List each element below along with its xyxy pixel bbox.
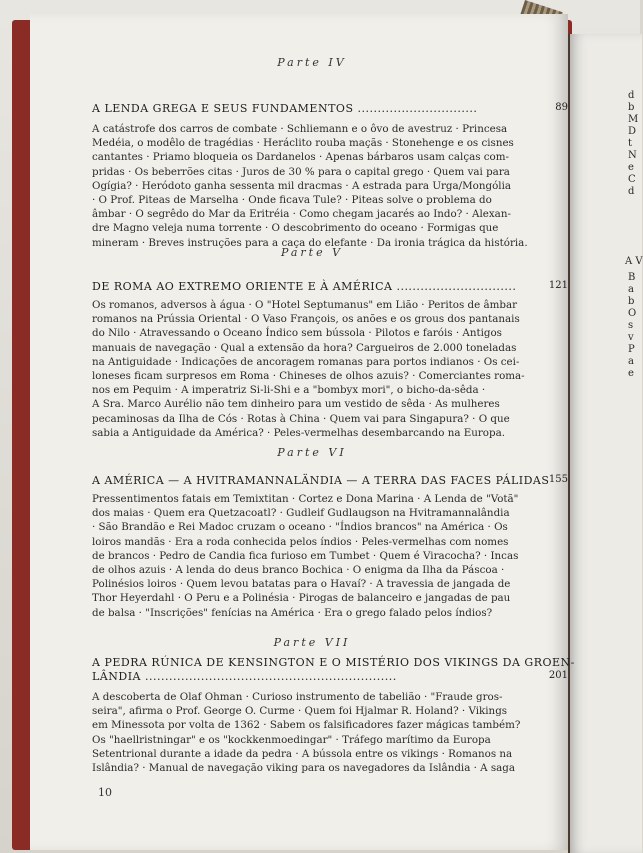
next-page-fragment: O bbox=[628, 308, 637, 319]
section-title: A AMÉRICA — A HVITRAMANNALÄNDIA — A TERRA DAS FACES PÁLIDAS bbox=[92, 474, 550, 487]
next-page-fragment: s bbox=[628, 320, 634, 331]
summary-line: dre Magno veleja numa torrente · O descobrimento do oceano · Formigas que bbox=[92, 222, 499, 235]
summary-line: pecaminosas da Ilha de Cós · Rotas à China · Quem vai para Singapura? · O que bbox=[92, 412, 510, 425]
summary-line: em Minessota por volta de 1362 · Sabem os falsificadores fazer mágicas também? bbox=[92, 719, 521, 732]
section-page-number: 155 bbox=[548, 474, 568, 485]
next-page bbox=[568, 34, 642, 853]
next-page-fragment: b bbox=[628, 102, 635, 113]
section-page-number: 89 bbox=[555, 102, 568, 113]
section-summary bbox=[92, 298, 532, 440]
next-page-fragment: e bbox=[628, 162, 634, 173]
summary-line: mineram · Breves instruções para a caça do elefante · Da ironia trágica da história. bbox=[92, 236, 528, 249]
summary-line: A descoberta de Olaf Ohman · Curioso instrumento de tabelião · "Fraude gros- bbox=[92, 691, 503, 703]
summary-line: Islândia? · Manual de navegação viking para os navegadores da Islândia · A saga bbox=[92, 762, 516, 775]
next-page-fragment: C bbox=[628, 174, 636, 185]
summary-line: de olhos azuis · A lenda do deus branco Bochica · O enigma da Ilha da Páscoa · bbox=[92, 564, 505, 577]
next-page-fragment: b bbox=[628, 296, 635, 307]
part-heading: Parte V bbox=[280, 246, 344, 259]
summary-line: nos em Pequim · A imperatriz Si-li-Shi e a "bombyx mori", o bicho-da-sêda · bbox=[92, 384, 486, 397]
next-page-fragment: M bbox=[628, 114, 639, 125]
summary-line: do Nilo · Atravessando o Oceano Índico sem bússola · Pilotos e faróis · Antigos bbox=[92, 327, 502, 340]
next-page-fragment: a bbox=[628, 284, 634, 295]
book-page bbox=[30, 14, 575, 850]
next-page-fragment: a bbox=[628, 356, 634, 367]
next-page-fragment: D bbox=[628, 126, 637, 137]
summary-line: Medéia, o modêlo de tragédias · Heráclito rouba maçãs · Stonehenge e os cisnes bbox=[92, 137, 514, 150]
summary-line: loneses ficam surpresos em Roma · Chineses de olhos azuis? · Comerciantes roma- bbox=[92, 370, 525, 383]
section-summary bbox=[92, 690, 532, 775]
summary-line: pridas · Os beberrões citas · Juros de 30 % para o capital grego · Quem vai para bbox=[92, 165, 510, 178]
next-page-fragment: P bbox=[628, 344, 635, 355]
summary-line: na Antiguidade · Indicações de ancoragem romanas para portos indianos · Os cei- bbox=[92, 355, 520, 368]
summary-line: Setentrional durante a idade da pedra · A bússola entre os vikings · Romanos na bbox=[92, 747, 513, 760]
section-title: A PEDRA RÚNICA DE KENSINGTON E O MISTÉRIO DOS VIKINGS DA GROEN- bbox=[92, 656, 575, 669]
summary-line: âmbar · O segrêdo do Mar da Eritréia · Como chegam jacarés ao Indo? · Alexan- bbox=[92, 208, 511, 221]
section-title-row bbox=[92, 102, 570, 115]
summary-line: Os romanos, adversos à água · O "Hotel Septumanus" em Lião · Peritos de âmbar bbox=[92, 299, 518, 311]
next-page-fragment: v bbox=[628, 332, 634, 343]
summary-line: Polinésios loiros · Quem levou batatas para o Havaí? · A travessia de jangada de bbox=[92, 578, 511, 591]
summary-line: Ogígia? · Heródoto ganha sessenta mil dracmas · A estrada para Urga/Mongólia bbox=[92, 179, 512, 192]
next-page-fragment: d bbox=[628, 186, 635, 197]
summary-line: Pressentimentos fatais em Temixtitan · Cortez e Dona Marina · A Lenda de "Votã" bbox=[92, 493, 519, 505]
next-page-fragment: e bbox=[628, 368, 634, 379]
next-page-fragment: A V bbox=[625, 256, 643, 267]
part-heading: Parte VII bbox=[273, 636, 351, 649]
summary-line: A catástrofe dos carros de combate · Schliemann e o ôvo de avestruz · Princesa bbox=[92, 123, 508, 135]
summary-line: de brancos · Pedro de Candia fica furioso em Tumbet · Quem é Viracocha? · Incas bbox=[92, 549, 519, 562]
summary-line: sabia a Antiguidade da América? · Peles-vermelhas desembarcando na Europa. bbox=[92, 426, 506, 439]
summary-line: Os "haellristningar" e os "kockkenmoedingar" · Tráfego marítimo da Europa bbox=[92, 733, 491, 746]
next-page-fragment: N bbox=[628, 150, 637, 161]
next-page-fragment: t bbox=[628, 138, 633, 149]
page-number: 10 bbox=[98, 786, 112, 799]
section-title-row bbox=[92, 656, 575, 669]
summary-line: dos maias · Quem era Quetzacoatl? · Gudleif Gudlaugson na Hvitramannalândia bbox=[92, 507, 510, 520]
section-title: LÂNDIA ............................................................... bbox=[92, 670, 397, 683]
summary-line: loiros mandãs · Era a roda conhecida pelos índios · Peles-vermelhas com nomes bbox=[92, 535, 509, 548]
section-page-number: 121 bbox=[548, 280, 568, 291]
part-heading: Parte VI bbox=[277, 446, 347, 459]
next-page-fragment: B bbox=[628, 272, 636, 283]
summary-line: seira", afirma o Prof. George O. Curme · Quem foi Hjalmar R. Holand? · Vikings bbox=[92, 705, 508, 718]
section-summary bbox=[92, 492, 532, 620]
part-heading: Parte IV bbox=[277, 56, 347, 69]
summary-line: · São Brandão e Rei Madoc cruzam o oceano · "Índios brancos" na América · Os bbox=[92, 521, 508, 534]
summary-line: cantantes · Priamo bloqueia os Dardanelos · Apenas bárbaros usam calças com- bbox=[92, 151, 510, 164]
section-summary bbox=[92, 122, 532, 250]
section-page-number: 201 bbox=[548, 670, 568, 681]
summary-line: romanos na Prússia Oriental · O Vaso François, os anões e os grous dos pantanais bbox=[92, 313, 520, 326]
section-title-row bbox=[92, 474, 570, 487]
section-title-row bbox=[92, 670, 570, 683]
next-page-fragment: d bbox=[628, 90, 635, 101]
summary-line: de balsa · "Inscrições" fenícias na América · Era o grego falado pelos índios? bbox=[92, 606, 493, 619]
section-title-row bbox=[92, 280, 570, 293]
summary-line: manuais de navegação · Qual a extensão da hora? Cargueiros de 2.000 toneladas bbox=[92, 341, 517, 354]
summary-line: · O Prof. Piteas de Marselha · Onde ficava Tule? · Piteas solve o problema do bbox=[92, 194, 492, 207]
section-title: DE ROMA AO EXTREMO ORIENTE E À AMÉRICA .............................. bbox=[92, 280, 517, 293]
summary-line: A Sra. Marco Aurélio não tem dinheiro para um vestido de sêda · As mulheres bbox=[92, 398, 500, 411]
section-title: A LENDA GREGA E SEUS FUNDAMENTOS .............................. bbox=[92, 102, 478, 115]
summary-line: Thor Heyerdahl · O Peru e a Polinésia · Pirogas de balanceiro e jangadas de pau bbox=[92, 592, 511, 605]
